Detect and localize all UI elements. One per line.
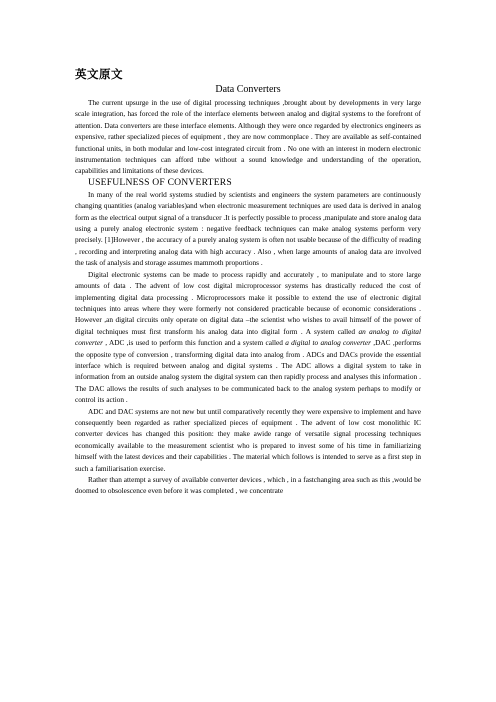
- paragraph-survey: Rather than attempt a survey of available converter devices , which , in a fastchanging area such as this ,would be doomed to obsolescence even before it was completed , we concentrate: [75, 475, 421, 496]
- paragraph-intro: The current upsurge in the use of digital processing techniques ,brought about by developments in very large scale integration, has forced the role of the interface elements between analog and digital systems to the forefront of attention. Data converters are these interface elements. Although they were once regarded by electronics engineers as expensive, rather specialized pieces of equipment , they are now commonplace . They are available as self-contained functional units, in both modular and low-cost integrated circuit from . No one with an interest in modern electronic instrumentation techniques can afford tube without a sound knowledge and understanding of the operation, capabilities and limitations of these devices.: [75, 98, 421, 176]
- paragraph-text: ,DAC ,performs the opposite type of conversion , transforming digital data into analog from . ADCs and DACs provide the essential interface which is required between analog and digital systems . The ADC allows a digital system to take in information from an outside analog system the digital system can then rapidly process and analyses this information . The DAC allows the results of such analyses to be communicated back to the analog system perhaps to modify or control its action .: [75, 338, 422, 405]
- document-body: [75, 97, 421, 497]
- paragraph-text: , ADC ,is used to perform this function and a system called: [102, 338, 286, 348]
- dac-term: a digital to analog converter: [285, 338, 372, 348]
- paragraph-digital-systems: [75, 269, 421, 406]
- paragraph-ic-converters: ADC and DAC systems are not new but until comparatively recently they were expensive to implement and have consequently been regarded as rather specialized pieces of equipment . The advent of low cost monolithic IC converter devices has changed this position: they make awide range of versatile signal processing techniques economically available to the measurement scientist who is prepared to invest some of his time in familiarizing himself with the latest devices and their capabilities . The material which follows is intended to serve as a first step in such a familiarisation exercise.: [75, 406, 421, 473]
- paragraph-text: Digital electronic systems can be made to process rapidly and accurately , to manipulate and to store large amounts of data . The advent of low cost digital microprocessor systems has drastically reduced the cost of implementing digital data processing . Microprocessors make it possible to extend the use of electronic digital techniques into areas where they were formerly not considered practicable because of economic considerations . However ,an digital circuits only operate on digital data –the scientist who wishes to avail himself of the power of digital techniques must first transform his analog data into digital form . A system called: [75, 269, 421, 336]
- section-heading: USEFULNESS OF CONVERTERS: [88, 176, 232, 188]
- paragraph-analog-systems: In many of the real world systems studied by scientists and engineers the system parameters are continuously changing quantities (analog variables)and when electronic measurement techniques are used data is derived in analog form as the electrical output signal of a transducer .It is perfectly possible to process ,manipulate and store analog data using a purely analog electronic system : negative feedback techniques can make analog systems perform very precisely. [1]However , the accuracy of a purely analog system is often not usable because of the difficulty of reading , recording and interpreting analog data with high accuracy . Also , when large amounts of analog data are involved the task of analysis and storage assumes mammoth proportions .: [75, 189, 421, 268]
- adc-term: an analog to digital converter: [75, 326, 421, 348]
- document-title: Data Converters: [215, 84, 281, 95]
- section-heading-original-text: 英文原文: [75, 67, 123, 81]
